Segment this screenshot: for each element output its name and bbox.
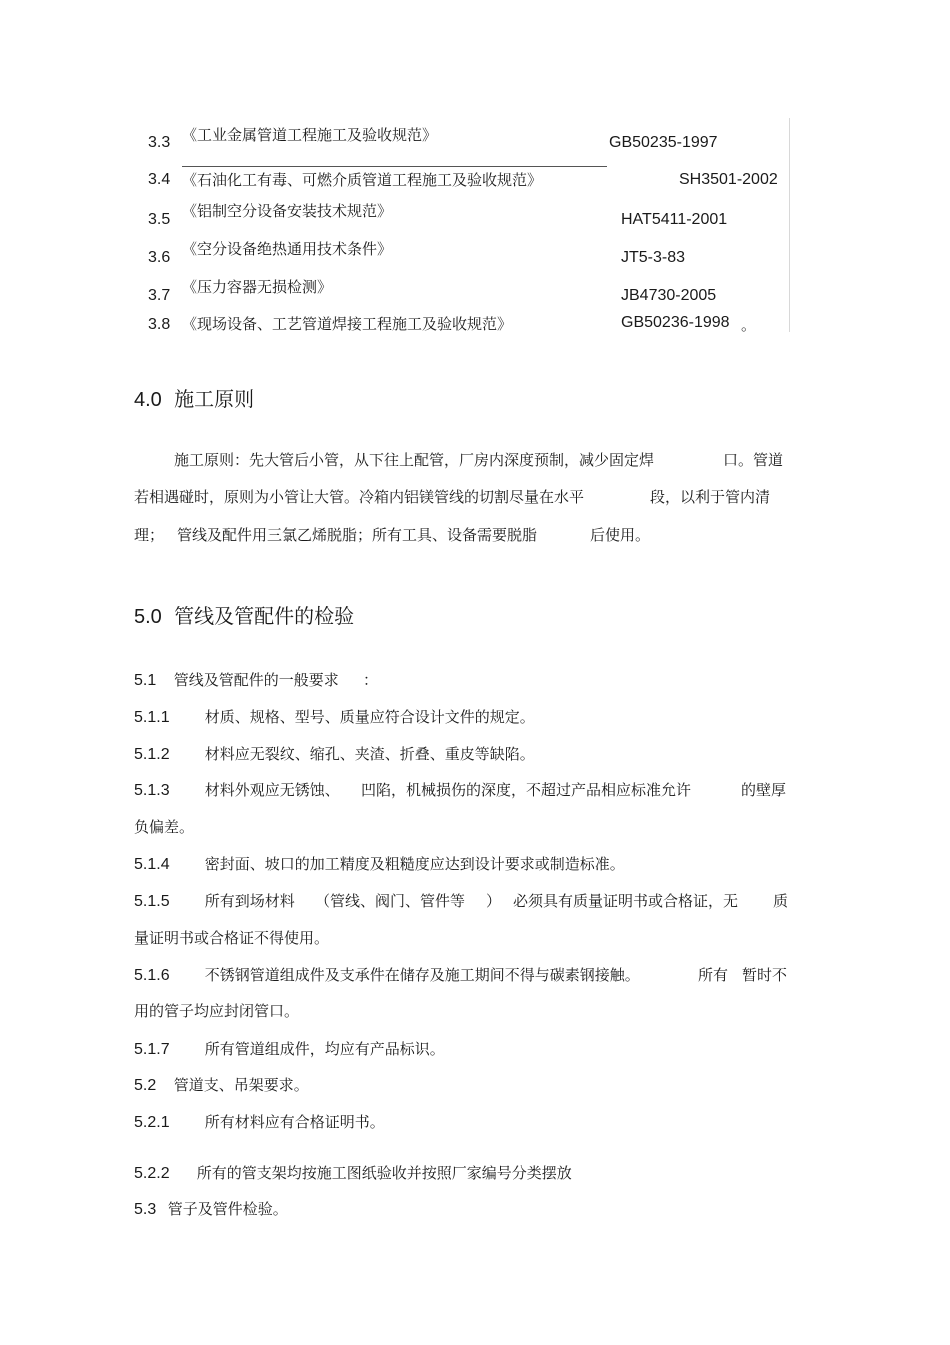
paragraph-line: 若相遇碰时，原则为小管让大管。冷箱内铝镁管线的切割尽量在水平 [134, 488, 585, 506]
clause-5-1-6 [134, 964, 640, 985]
clause-5-2-2 [134, 1162, 572, 1183]
standard-title: 《铝制空分设备安装技术规范》 [182, 202, 393, 220]
table-right-border [789, 118, 790, 332]
clause-text: 管子及管件检验。 [167, 1200, 288, 1218]
clause-text: 不锈钢管道组成件及支承件在储存及施工期间不得与碳素钢接触。 [204, 966, 640, 984]
section-number: 4.0 [134, 389, 162, 411]
clause-5-1-2 [134, 743, 535, 764]
standard-number: 3.7 [148, 287, 171, 304]
clause-number: 5.3 [134, 1201, 157, 1218]
standard-number: 3.6 [148, 249, 171, 266]
standard-title: 《石油化工有毒、可燃介质管道工程施工及验收规范》 [182, 171, 543, 189]
paragraph-line: 段，以利于管内清 [650, 488, 771, 506]
clause-text: 所有管道组成件，均应有产品标识。 [204, 1040, 445, 1058]
clause-text: 管道支、吊架要求。 [173, 1076, 309, 1094]
clause-5-1 [134, 669, 339, 690]
section-heading-4 [134, 383, 254, 412]
clause-text-part: ） [486, 892, 502, 910]
clause-number: 5.2.1 [134, 1114, 170, 1131]
paragraph-line: 施工原则：先大管后小管，从下往上配管，厂房内深度预制，减少固定焊 [174, 451, 655, 469]
clause-text: 材料应无裂纹、缩孔、夹渣、折叠、重皮等缺陷。 [204, 745, 535, 763]
standard-number: 3.8 [148, 316, 171, 333]
clause-number: 5.1.7 [134, 1041, 170, 1058]
standard-code: HAT5411-2001 [621, 211, 728, 228]
standard-code: SH3501-2002 [679, 171, 778, 188]
clause-5-2 [134, 1074, 309, 1095]
standard-code: GB50235-1997 [609, 134, 718, 151]
clause-text-part: 所有 [698, 966, 729, 984]
standard-code: GB50236-1998 [621, 314, 730, 331]
table-divider [182, 166, 607, 167]
clause-text: 材质、规格、型号、质量应符合设计文件的规定。 [204, 708, 535, 726]
clause-number: 5.1.5 [134, 893, 170, 910]
clause-number: 5.1.4 [134, 856, 170, 873]
clause-5-1-1 [134, 706, 535, 727]
standard-code: JT5-3-83 [621, 249, 686, 266]
clause-number: 5.2 [134, 1077, 157, 1094]
paragraph-line: 理； [134, 526, 165, 544]
clause-continuation: 负偏差。 [134, 818, 195, 836]
clause-number: 5.1.2 [134, 746, 170, 763]
paragraph-line: 管线及配件用三氯乙烯脱脂；所有工具、设备需要脱脂 [177, 526, 538, 544]
clause-continuation: 用的管子均应封闭管口。 [134, 1002, 300, 1020]
clause-number: 5.1.3 [134, 782, 170, 799]
clause-text-part: 凹陷，机械损伤的深度，不超过产品相应标准允许 [361, 781, 692, 799]
clause-number: 5.1 [134, 672, 157, 689]
clause-number: 5.1.6 [134, 967, 170, 984]
clause-text-part: 质 [773, 892, 789, 910]
clause-text: 所有的管支架均按施工图纸验收并按照厂家编号分类摆放 [196, 1164, 572, 1182]
standard-title: 《压力容器无损检测》 [182, 278, 333, 296]
clause-text: 材料外观应无锈蚀、 [204, 781, 340, 799]
clause-5-1-5 [134, 890, 295, 911]
clause-tail: ： [363, 671, 379, 689]
clause-text: 管线及管配件的一般要求 [173, 671, 339, 689]
clause-5-2-1 [134, 1111, 385, 1132]
section-number: 5.0 [134, 606, 162, 628]
standard-title: 《现场设备、工艺管道焊接工程施工及验收规范》 [182, 315, 513, 333]
clause-text-part: 必须具有质量证明书或合格证，无 [513, 892, 739, 910]
clause-text: 所有材料应有合格证明书。 [204, 1113, 385, 1131]
paragraph-line: 口。管道 [723, 451, 784, 469]
clause-text-part: 的壁厚 [741, 781, 787, 799]
paragraph-line: 后使用。 [590, 526, 651, 544]
clause-5-1-3 [134, 779, 340, 800]
standard-title: 《工业金属管道工程施工及验收规范》 [182, 126, 438, 144]
standard-number: 3.3 [148, 134, 171, 151]
standard-code: JB4730-2005 [621, 287, 717, 304]
clause-5-1-7 [134, 1038, 445, 1059]
standard-title: 《空分设备绝热通用技术条件》 [182, 240, 393, 258]
section-title: 管线及管配件的检验 [174, 604, 355, 628]
section-heading-5 [134, 600, 354, 629]
clause-text-part: 暂时不 [742, 966, 788, 984]
clause-text: 所有到场材料 [204, 892, 295, 910]
section-title: 施工原则 [174, 387, 255, 411]
standard-suffix: 。 [741, 316, 757, 334]
clause-text-part: （管线、阀门、管件等 [315, 892, 466, 910]
clause-5-1-4 [134, 853, 625, 874]
standard-number: 3.4 [148, 171, 171, 188]
standard-number: 3.5 [148, 211, 171, 228]
clause-continuation: 量证明书或合格证不得使用。 [134, 929, 330, 947]
clause-number: 5.2.2 [134, 1165, 170, 1182]
clause-5-3 [134, 1198, 288, 1219]
clause-text: 密封面、坡口的加工精度及粗糙度应达到设计要求或制造标准。 [204, 855, 625, 873]
clause-number: 5.1.1 [134, 709, 170, 726]
